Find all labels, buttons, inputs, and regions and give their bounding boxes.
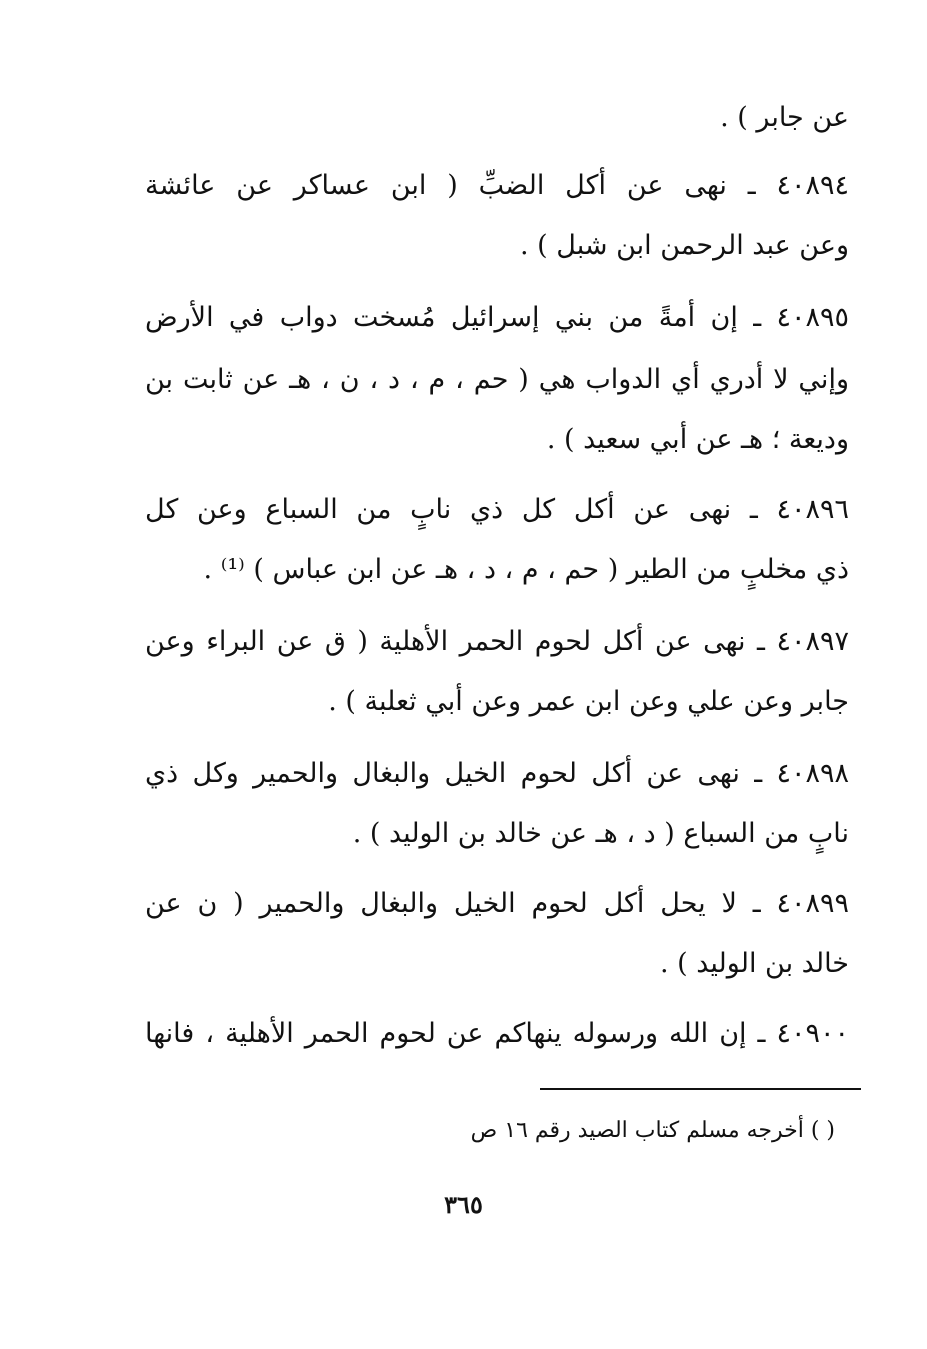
- hadith-40894-line-1: ٤٠٨٩٤ ـ نهى عن أكل الضبِّ ( ابن عساكر عن عائشة: [145, 170, 849, 201]
- hadith-40898-line-1: ٤٠٨٩٨ ـ نهى عن أكل لحوم الخيل والبغال والحمير وكل ذي: [145, 758, 849, 789]
- hadith-40895-line-2: وإني لا أدري أي الدواب هي ( حم ، م ، د ، ن ، هـ عن ثابت بن: [145, 364, 849, 395]
- hadith-40900-line-1: ٤٠٩٠٠ ـ إن الله ورسوله ينهاكم عن لحوم الحمر الأهلية ، فانها: [145, 1018, 849, 1049]
- hadith-40894-line-2: وعن عبد الرحمن ابن شبل ) .: [519, 230, 849, 261]
- page-number: ٣٦٥: [444, 1190, 483, 1219]
- hadith-40896-line-1: ٤٠٨٩٦ ـ نهى عن أكل كل ذي نابٍ من السباع وعن كل: [145, 494, 849, 525]
- hadith-40898-line-2: نابٍ من السباع ( د ، هـ عن خالد بن الوليد ) .: [352, 818, 849, 849]
- hadith-40897-line-1: ٤٠٨٩٧ ـ نهى عن أكل لحوم الحمر الأهلية ( ق عن البراء وعن: [145, 626, 849, 657]
- hadith-40899-line-2: خالد بن الوليد ) .: [659, 948, 849, 979]
- hadith-40896-line-2: ذي مخلبٍ من الطير ( حم ، م ، د ، هـ عن ابن عباس ) ⁽¹⁾ .: [203, 554, 849, 585]
- text-line-1: عن جابر ) .: [720, 102, 849, 133]
- hadith-40895-line-1: ٤٠٨٩٥ ـ إن أمةً من بني إسرائيل مُسخت دواب في الأرض: [145, 302, 849, 333]
- footnote-divider: [540, 1088, 861, 1090]
- hadith-40899-line-1: ٤٠٨٩٩ ـ لا يحل أكل لحوم الخيل والبغال والحمير ( ن عن: [145, 888, 849, 919]
- hadith-40895-line-3: وديعة ؛ هـ عن أبي سعيد ) .: [546, 424, 849, 455]
- hadith-40897-line-2: جابر وعن علي وعن ابن عمر وعن أبي ثعلبة ) .: [328, 686, 849, 717]
- footnote: ( ) أخرجه مسلم كتاب الصيد رقم ١٦ ص: [470, 1118, 835, 1143]
